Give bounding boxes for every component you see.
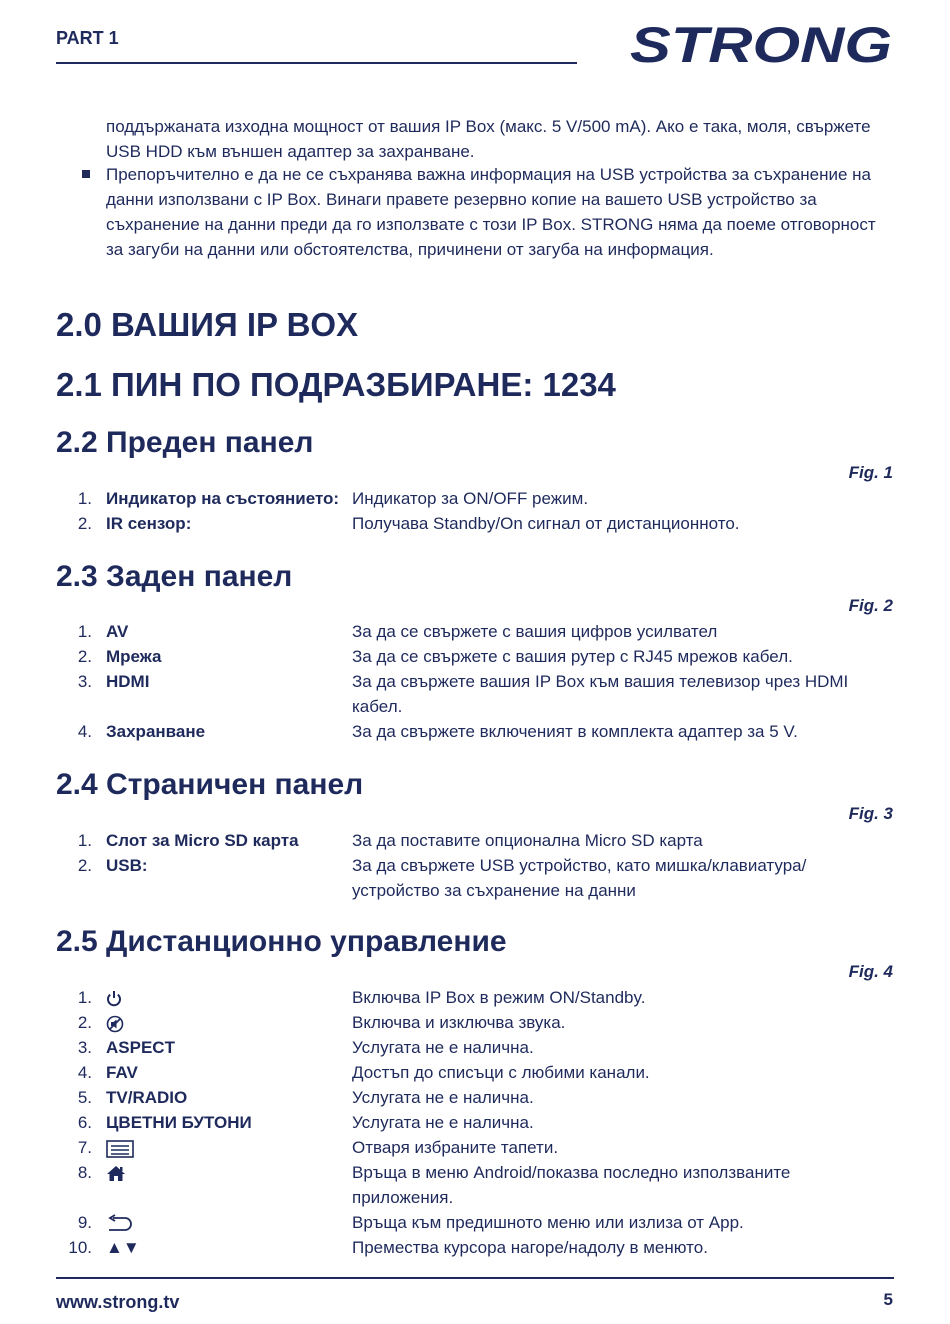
item-number: 2. [77,1013,92,1032]
item-term: Мрежа [106,647,162,666]
list-item [56,1010,894,1035]
heading-2-2: 2.2 Преден панел [56,426,314,459]
item-term: HDMI [106,672,150,691]
part-label: PART 1 [56,28,119,48]
item-number: 1. [77,489,92,508]
item-number: 2. [77,514,92,533]
item-description: За да свържете вашия IP Box към вашия телевизор чрез HDMI кабел. [352,672,849,716]
strong-logo [624,12,894,72]
item-description: Получава Standby/On сигнал от дистанционното. [352,514,740,533]
item-description: За да свържете включеният в комплекта адаптер за 5 V. [352,722,798,741]
fig-label-2: Fig. 2 [848,596,893,615]
item-term: ЦВЕТНИ БУТОНИ [106,1113,252,1132]
list-item [56,828,894,853]
page-header [56,17,894,72]
list-item [56,1060,894,1085]
svg-text:STRONG: STRONG [630,17,892,72]
item-description: За да се свържете с вашия цифров усилвател [352,622,718,641]
fig-label-4: Fig. 4 [848,962,893,981]
item-term: Индикатор на състоянието: [106,489,340,508]
back-icon [106,1214,134,1234]
item-term: AV [106,622,129,641]
item-term: FAV [106,1063,138,1082]
footer-divider [56,1277,894,1279]
item-description: Достъп до списъци с любими канали. [352,1063,650,1082]
menu-icon [106,1140,134,1158]
item-number: 5. [77,1088,92,1107]
item-number: 9. [77,1213,92,1232]
list-item [56,669,894,719]
header-divider [56,62,577,64]
list-item [56,985,894,1010]
list-item [56,644,894,669]
item-description: Услугата не е налична. [352,1038,534,1057]
item-term: Захранване [106,722,206,741]
list-item [56,719,894,744]
item-number: 4. [77,1063,92,1082]
heading-2-4: 2.4 Страничен панел [56,768,364,801]
fig-label-1: Fig. 1 [848,463,893,482]
item-term: TV/RADIO [106,1088,188,1107]
list-item [56,1035,894,1060]
side-panel-list [56,828,894,903]
item-term: Слот за Micro SD карта [106,831,299,850]
up-down-arrows-icon: ▲▼ [106,1238,140,1257]
item-description: Връща към предишното меню или излиза от App. [352,1213,744,1232]
item-description: Услугата не е налична. [352,1088,534,1107]
item-description: За да поставите опционална Micro SD карта [352,831,703,850]
item-description: Включва IP Box в режим ON/Standby. [352,988,646,1007]
rear-panel-list [56,619,894,744]
item-description: Премества курсора нагоре/надолу в менюто. [352,1238,708,1257]
item-number: 3. [77,1038,92,1057]
remote-control-list [56,985,894,1260]
item-number: 1. [77,831,92,850]
item-description: Услугата не е налична. [352,1113,534,1132]
item-number: 2. [77,856,92,875]
list-item [56,1135,894,1160]
item-number: 8. [77,1163,92,1182]
list-item [56,853,894,903]
intro-bullet: Препоръчително е да не се съхранява важна информация на USB устройства за съхранение на данни използвани с IP Box. Винаги правете резервно копие на вашето USB устройство за съхранение на данни преди да го използвате с този IP Box. STRONG няма да поеме отговорност за загуби на данни или обстоятелства, причинени от загуба на информация. [106,165,876,259]
intro-continuation: поддържаната изходна мощност от вашия IP Box (макс. 5 V/500 mA). Ако е така, моля, свържете USB HDD към външен адаптер за захранване. [106,117,871,161]
mute-icon [106,1015,124,1033]
list-item [56,1110,894,1135]
list-item [56,1210,894,1235]
list-item [56,511,894,536]
list-item [56,1160,894,1210]
list-item [56,1235,894,1260]
item-number: 1. [77,622,92,641]
item-description: Индикатор за ON/OFF режим. [352,489,589,508]
heading-2-5: 2.5 Дистанционно управление [56,925,507,958]
list-item [56,486,894,511]
item-number: 2. [77,647,92,666]
power-icon [106,990,122,1008]
heading-2-3: 2.3 Заден панел [56,560,293,593]
item-number: 4. [77,722,92,741]
item-description: Отваря избраните тапети. [352,1138,559,1157]
front-panel-list [56,486,894,536]
heading-2-1: 2.1 ПИН ПО ПОДРАЗБИРАНЕ: 1234 [56,366,616,403]
fig-label-3: Fig. 3 [848,804,893,823]
page-number: 5 [883,1290,893,1309]
item-description: Връща в меню Android/показва последно използваните приложения. [352,1163,791,1207]
item-number: 10. [68,1238,92,1257]
item-term: USB: [106,856,148,875]
item-term: ASPECT [106,1038,175,1057]
bullet-square-icon [82,170,90,178]
item-number: 1. [77,988,92,1007]
list-item [56,1085,894,1110]
item-description: За да свържете USB устройство, като мишка/клавиатура/ устройство за съхранение на данни [352,856,807,900]
item-description: Включва и изключва звука. [352,1013,566,1032]
list-item [56,619,894,644]
home-icon [106,1165,126,1182]
footer-website-link[interactable]: www.strong.tv [56,1292,180,1312]
item-description: За да се свържете с вашия рутер с RJ45 мрежов кабел. [352,647,793,666]
item-number: 7. [77,1138,92,1157]
item-number: 3. [77,672,92,691]
heading-2-0: 2.0 ВАШИЯ IP BOX [56,306,359,343]
item-term: IR сензор: [106,514,192,533]
item-number: 6. [77,1113,92,1132]
